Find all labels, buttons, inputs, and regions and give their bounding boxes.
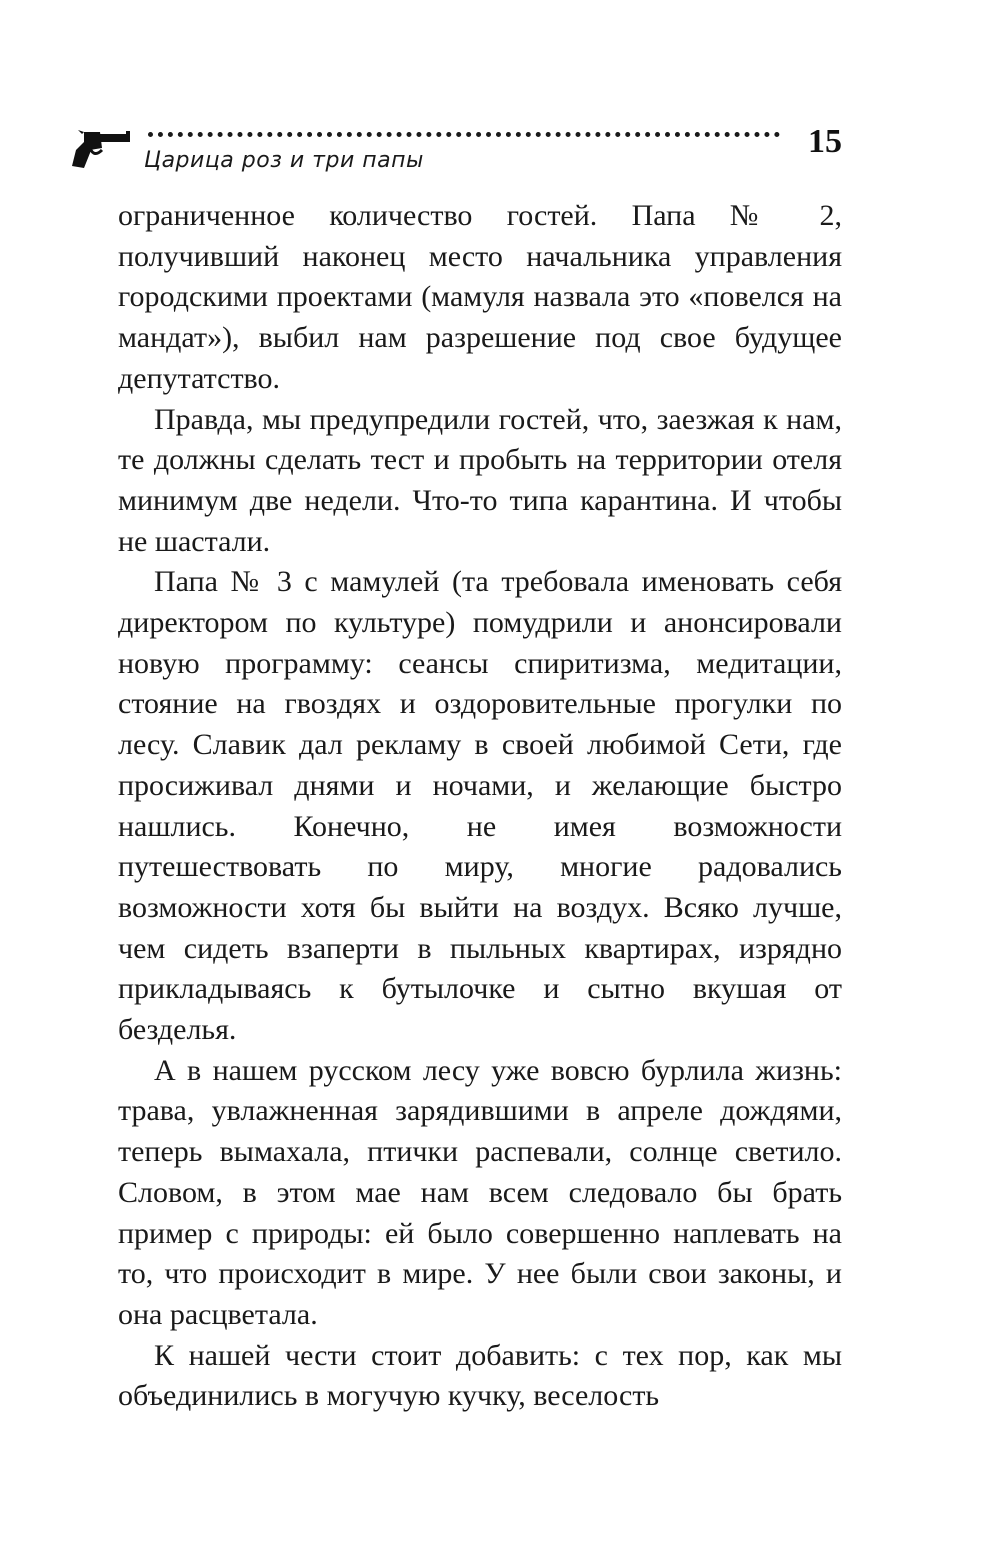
paragraph: А в нашем русском лесу уже вовсю бурлила жизнь: трава, увлажненная зарядившими в апреле дождями, теперь вымахала, птички распевали, солнце светило. Словом, в этом мае нам всем следовало бы брать пример с природы: ей было совершенно наплевать на то, что происходит в мире. У нее были свои законы, и она расцветала. — [118, 1053, 842, 1331]
running-title: Царица роз и три папы — [144, 148, 424, 173]
paragraph: Папа № 3 с мамулей (та требовала именовать себя директором по культуре) помудрили и анонсировали новую программу: сеансы спиритизма, медитации, стояние на гвоздях и оздоровительные прогулки по лесу. Славик дал рекламу в своей любимой Сети, где просиживал днями и ночами, и желающие быстро нашлись. Конечно, не имея возможности путешествовать по миру, многие радовались возможности хотя бы выйти на воздух. Всяко лучше, чем сидеть взаперти в пыльных квартирах, изрядно прикладываясь к бутылочке и сытно вкушая от безделья. — [118, 565, 842, 1047]
revolver-icon — [70, 128, 132, 170]
page-number: 15 — [808, 123, 842, 160]
header-dotted-rule — [148, 132, 780, 137]
body-text — [118, 196, 842, 1417]
paragraph: ограниченное количество гостей. Папа № 2, получивший наконец место начальника управления городскими проектами (мамуля назвала это «повелся на мандат»), выбил нам разрешение под свое будущее депутатство. — [118, 199, 842, 395]
paragraph: Правда, мы предупредили гостей, что, заезжая к нам, те должны сделать тест и пробыть на территории отеля минимум две недели. Что-то типа карантина. И чтобы не шастали. — [118, 402, 842, 558]
page-header — [70, 118, 850, 188]
paragraph: К нашей чести стоит добавить: с тех пор, как мы объединились в могучую кучку, веселость — [118, 1338, 842, 1413]
